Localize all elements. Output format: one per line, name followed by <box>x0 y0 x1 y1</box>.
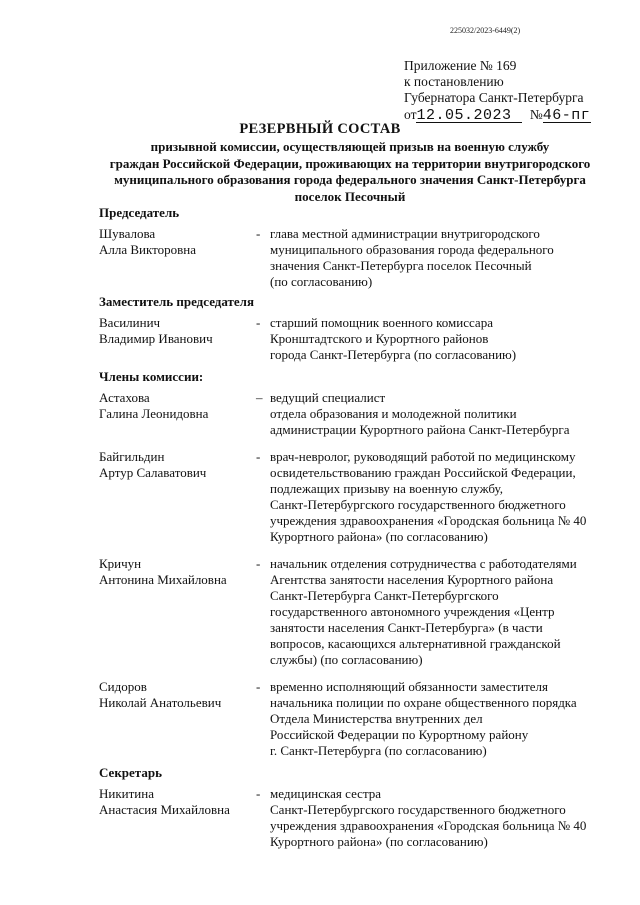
member-surname: Никитина <box>99 786 154 801</box>
role-line: Курортного района» (по согласованию) <box>270 834 488 849</box>
member-role <box>270 556 589 668</box>
role-line: Российской Федерации по Курортному району <box>270 727 529 742</box>
member-name <box>99 556 256 668</box>
role-line: администрации Курортного района Санкт-Петербурга <box>270 422 570 437</box>
role-line: старший помощник военного комиссара <box>270 315 493 330</box>
subtitle-line: поселок Песочный <box>294 188 406 204</box>
role-line: временно исполняющий обязанности заместителя <box>270 679 549 694</box>
member-entry <box>99 679 589 759</box>
role-line: Санкт-Петербургского государственного бюджетного <box>270 802 566 817</box>
member-surname: Василинич <box>99 315 161 330</box>
member-role <box>270 226 589 290</box>
member-name <box>99 449 256 545</box>
role-line: Кронштадтского и Курортного районов <box>270 331 489 346</box>
role-line: начальник отделения сотрудничества с работодателями <box>270 556 577 571</box>
member-given-names: Анастасия Михайловна <box>99 802 230 817</box>
subtitle-line: призывной комиссии, осуществляющей призыв на военную службу <box>150 139 550 154</box>
member-given-names: Алла Викторовна <box>99 242 197 257</box>
member-surname: Астахова <box>99 390 150 405</box>
role-line: службы) (по согласованию) <box>270 652 423 667</box>
member-dash: - <box>256 556 261 571</box>
role-line: учреждения здравоохранения «Городская больница № 40 <box>270 818 587 833</box>
member-dash: - <box>256 226 261 241</box>
role-line: Отдела Министерства внутренних дел <box>270 711 483 726</box>
member-name <box>99 786 256 850</box>
document-id: 225032/2023-6449(2) <box>450 26 521 35</box>
appendix-line-2: к постановлению <box>404 74 504 89</box>
subtitle-line: граждан Российской Федерации, проживающих на территории внутригородского <box>109 155 591 171</box>
member-entry <box>99 556 589 668</box>
role-line: вопросов, касающихся альтернативной гражданской <box>270 636 561 651</box>
role-line: врач-невролог, руководящий работой по медицинскому <box>270 449 576 464</box>
member-name <box>99 315 256 363</box>
role-line: медицинская сестра <box>270 786 382 801</box>
role-line: значения Санкт-Петербурга поселок Песочный <box>270 258 532 273</box>
role-line: города Санкт-Петербурга (по согласованию) <box>270 347 517 362</box>
role-line: занятости населения Санкт-Петербурга» (в части <box>270 620 543 635</box>
member-entry <box>99 786 589 850</box>
member-role <box>270 786 589 850</box>
decree-number: 46-пг <box>542 107 591 124</box>
role-line: Санкт-Петербургского государственного бюджетного <box>270 497 566 512</box>
number-prefix: № <box>529 107 543 122</box>
role-line: ведущий специалист <box>270 390 386 405</box>
member-role <box>270 679 589 759</box>
member-dash: - <box>256 786 261 801</box>
member-given-names: Владимир Иванович <box>99 331 213 346</box>
member-entry <box>99 390 589 438</box>
member-given-names: Антонина Михайловна <box>99 572 227 587</box>
member-role <box>270 315 589 363</box>
role-line: отдела образования и молодежной политики <box>270 406 517 421</box>
member-dash: - <box>256 679 261 694</box>
section-secretary: Секретарь <box>99 765 162 780</box>
subtitle-line: муниципального образования города федерального значения Санкт-Петербурга <box>114 172 586 187</box>
role-line: муниципального образования города федерального <box>270 242 554 257</box>
role-line: учреждения здравоохранения «Городская больница № 40 <box>270 513 587 528</box>
section-chairman: Председатель <box>99 205 180 220</box>
role-line: подлежащих призыву на военную службу, <box>270 481 503 496</box>
member-dash: - <box>256 315 261 330</box>
member-name <box>99 390 256 438</box>
document-title: РЕЗЕРВНЫЙ СОСТАВ <box>239 121 401 137</box>
role-line: Агентства занятости населения Курортного района <box>270 572 554 587</box>
role-line: Санкт-Петербурга Санкт-Петербургского <box>270 588 499 603</box>
member-given-names: Галина Леонидовна <box>99 406 209 421</box>
appendix-header <box>404 58 591 123</box>
appendix-line-1: Приложение № 169 <box>404 58 517 73</box>
section-deputy: Заместитель председателя <box>99 294 255 309</box>
member-surname: Байгильдин <box>99 449 165 464</box>
member-entry <box>99 449 589 545</box>
member-name <box>99 679 256 759</box>
role-line: освидетельствованию граждан Российской Федерации, <box>270 465 576 480</box>
member-given-names: Николай Анатольевич <box>99 695 222 710</box>
role-line: г. Санкт-Петербурга (по согласованию) <box>270 743 487 758</box>
member-entry <box>99 226 589 290</box>
date-prefix: от <box>404 107 417 122</box>
member-role <box>270 449 589 545</box>
section-members: Члены комиссии: <box>99 369 204 384</box>
member-name <box>99 226 256 290</box>
role-line: начальника полиции по охране общественного порядка <box>270 695 577 710</box>
member-surname: Кричун <box>99 556 142 571</box>
member-given-names: Артур Салаватович <box>99 465 207 480</box>
document-subtitle <box>95 139 605 205</box>
member-role <box>270 390 589 438</box>
role-line: Курортного района» (по согласованию) <box>270 529 488 544</box>
member-dash: – <box>256 390 263 405</box>
role-line: (по согласованию) <box>270 274 373 289</box>
decree-date: 12.05.2023 <box>416 109 522 123</box>
member-surname: Шувалова <box>99 226 156 241</box>
role-line: глава местной администрации внутригородского <box>270 226 540 241</box>
composition-list <box>99 205 589 850</box>
member-entry <box>99 315 589 363</box>
appendix-line-3: Губернатора Санкт-Петербурга <box>404 90 584 105</box>
member-dash: - <box>256 449 261 464</box>
role-line: государственного автономного учреждения «Центр <box>270 604 555 619</box>
member-surname: Сидоров <box>99 679 147 694</box>
